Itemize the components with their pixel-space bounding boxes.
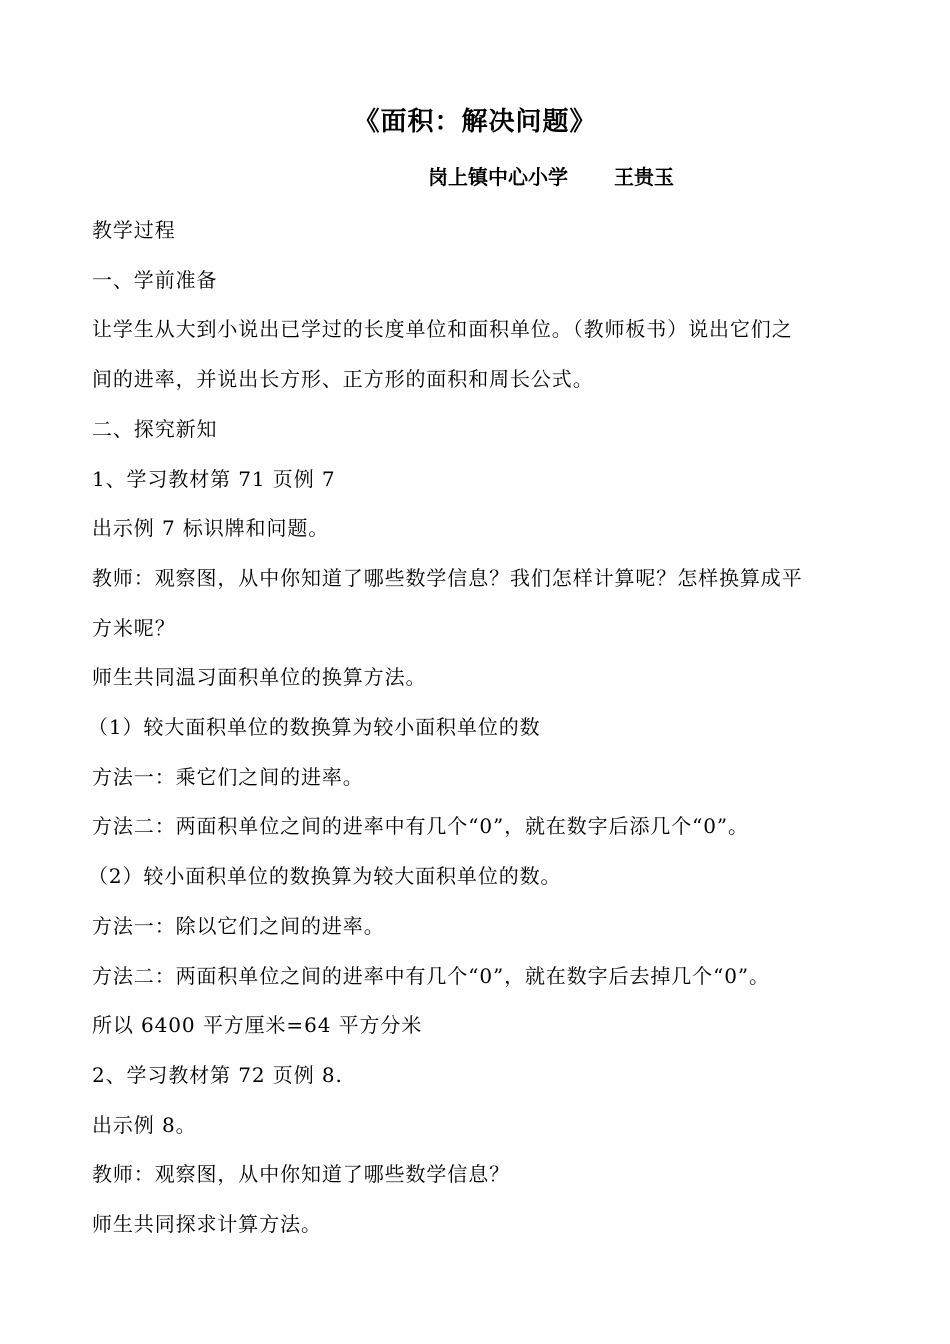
paragraph: 出示例 7 标识牌和问题。 xyxy=(92,516,330,541)
section-heading-teaching-process: 教学过程 xyxy=(92,218,176,242)
paragraph: 让学生从大到小说出已学过的长度单位和面积单位。（教师板书）说出它们之 xyxy=(92,317,793,342)
section-heading-explore: 二、探究新知 xyxy=(92,416,218,441)
paragraph: 方米呢？ xyxy=(92,615,176,640)
paragraph: 师生共同探求计算方法。 xyxy=(92,1212,322,1237)
paragraph: 所以 6400 平方厘米=64 平方分米 xyxy=(92,1013,423,1038)
paragraph: 方法二：两面积单位之间的进率中有几个“0”，就在数字后去掉几个“0”。 xyxy=(92,963,770,988)
paragraph: 间的进率，并说出长方形、正方形的面积和周长公式。 xyxy=(92,367,594,392)
paragraph: 方法一：乘它们之间的进率。 xyxy=(92,764,364,789)
subheading-example-8: 2、学习教材第 72 页例 8. xyxy=(92,1062,343,1087)
document-body xyxy=(88,206,872,1250)
paragraph: 师生共同温习面积单位的换算方法。 xyxy=(92,665,427,690)
paragraph: 教师：观察图，从中你知道了哪些数学信息？ xyxy=(92,1162,510,1187)
section-heading-preparation: 一、学前准备 xyxy=(92,267,218,292)
paragraph: 方法一：除以它们之间的进率。 xyxy=(92,913,385,938)
author-name: 王贵玉 xyxy=(614,165,674,189)
paragraph: 方法二：两面积单位之间的进率中有几个“0”，就在数字后添几个“0”。 xyxy=(92,814,749,839)
subheading-example-7: 1、学习教材第 71 页例 7 xyxy=(92,466,336,491)
byline xyxy=(428,160,674,194)
paragraph: 出示例 8。 xyxy=(92,1112,197,1137)
document-title: 《面积：解决问题》 xyxy=(353,107,597,137)
list-item: （2）较小面积单位的数换算为较大面积单位的数。 xyxy=(88,864,562,889)
school-name: 岗上镇中心小学 xyxy=(428,165,568,189)
list-item: （1）较大面积单位的数换算为较小面积单位的数 xyxy=(88,715,541,740)
paragraph: 教师：观察图，从中你知道了哪些数学信息？我们怎样计算呢？怎样换算成平 xyxy=(92,565,803,590)
